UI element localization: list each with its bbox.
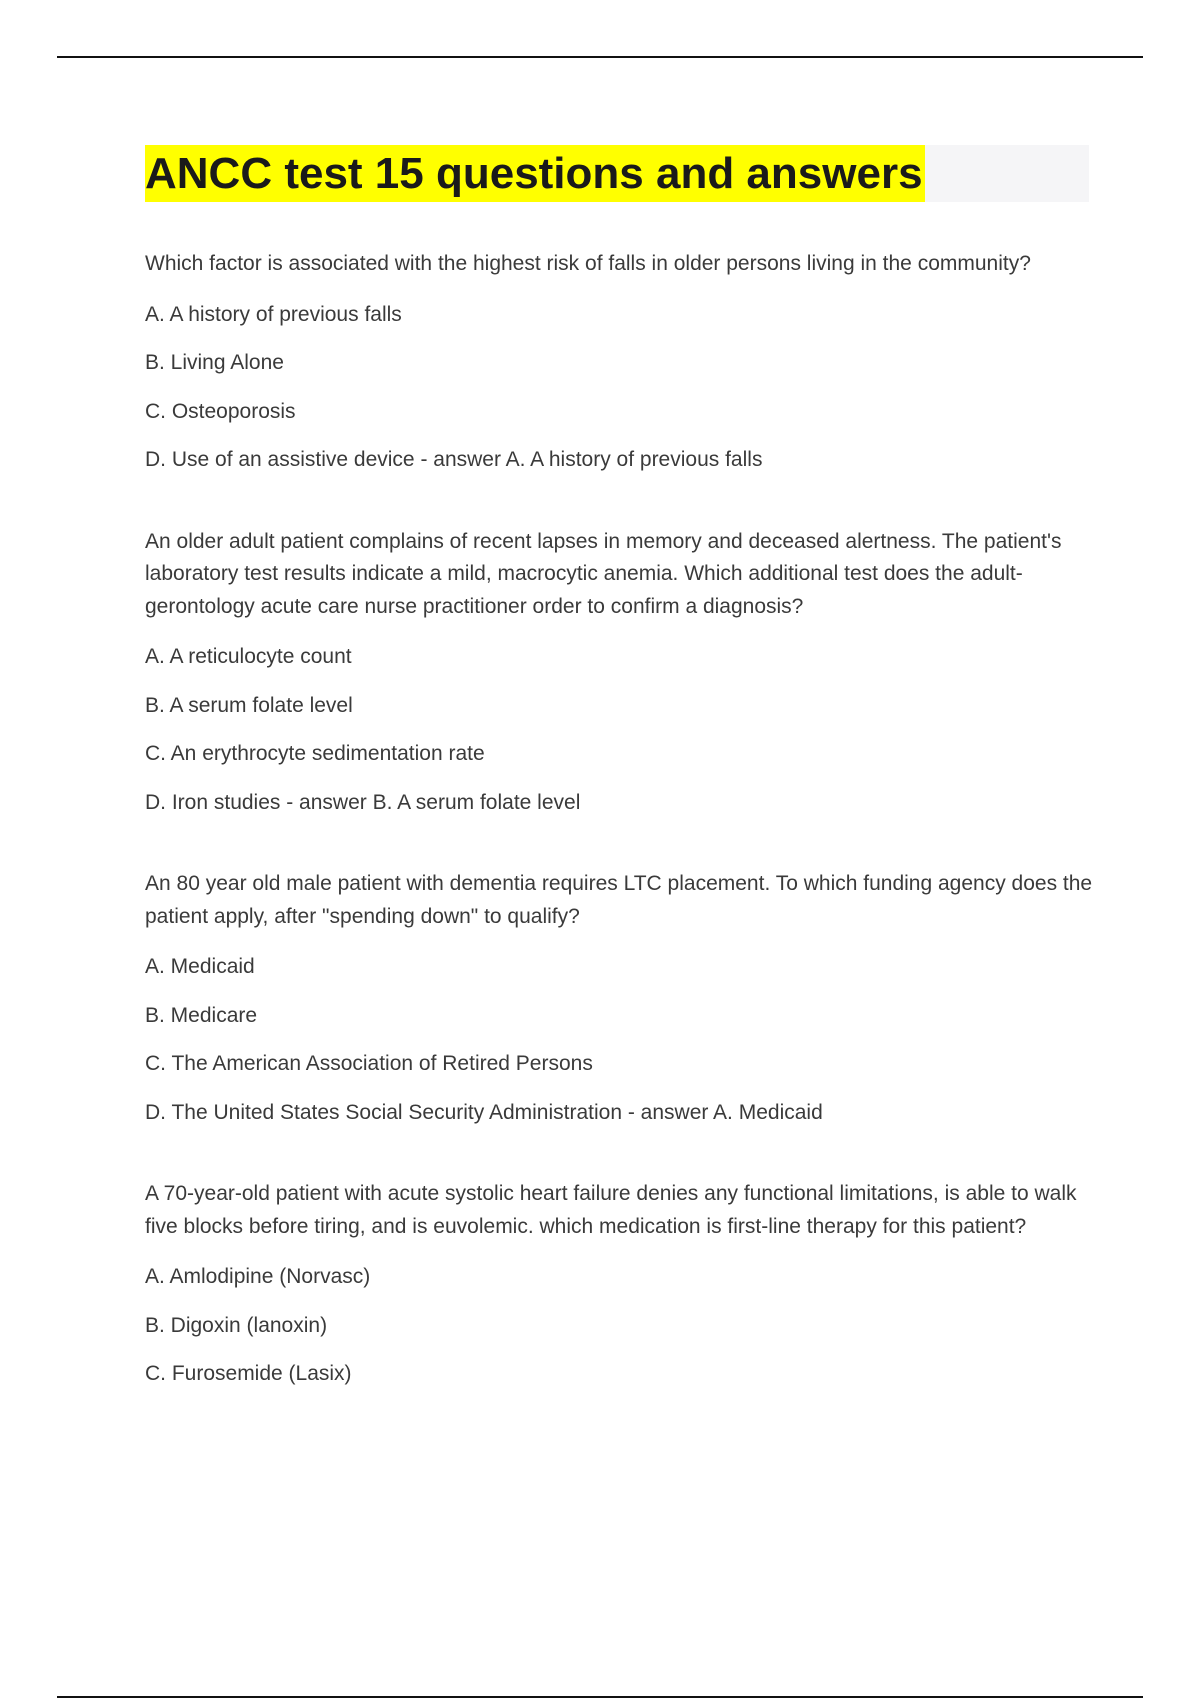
question-text: Which factor is associated with the highest risk of falls in older persons living in the community?: [145, 252, 1031, 275]
question-list: [145, 248, 1105, 1440]
question-block-1: [145, 248, 1105, 485]
document-title: ANCC test 15 questions and answers: [145, 145, 925, 202]
answer-option: C. An erythrocyte sedimentation rate: [145, 742, 485, 765]
answer-option: B. Medicare: [145, 1003, 258, 1027]
question-text: An 80 year old male patient with dementia requires LTC placement. To which funding agency does the patient apply, after "spending down" to qualify?: [145, 872, 1093, 928]
question-block-3: [145, 868, 1105, 1137]
question-text: A 70-year-old patient with acute systolic heart failure denies any functional limitations, is able to walk five blocks before tiring, and is euvolemic. which medication is first-line therapy for this patient?: [145, 1182, 1077, 1238]
answer-option: A. Amlodipine (Norvasc): [145, 1265, 371, 1288]
answer-option: D. Use of an assistive device - answer A. A history of previous falls: [145, 448, 763, 471]
title-banner: [145, 145, 1089, 202]
bottom-rule: [57, 1696, 1143, 1698]
top-rule: [57, 56, 1143, 58]
answer-option: A. Medicaid: [145, 955, 255, 978]
question-block-2: [145, 526, 1105, 828]
answer-option: D. Iron studies - answer B. A serum folate level: [145, 790, 581, 814]
answer-option: B. Digoxin (lanoxin): [145, 1313, 328, 1337]
answer-option: C. Furosemide (Lasix): [145, 1362, 352, 1385]
answer-option: D. The United States Social Security Administration - answer A. Medicaid: [145, 1100, 823, 1124]
answer-option: C. Osteoporosis: [145, 399, 296, 423]
answer-option: A. A reticulocyte count: [145, 645, 352, 668]
question-block-4: [145, 1178, 1105, 1399]
question-text: An older adult patient complains of recent lapses in memory and deceased alertness. The patient's laboratory test results indicate a mild, macrocytic anemia. Which additional test does the adult-gerontology acute care nurse practitioner order to confirm a diagnosis?: [145, 529, 1062, 618]
answer-option: C. The American Association of Retired Persons: [145, 1052, 593, 1075]
answer-option: B. A serum folate level: [145, 693, 353, 717]
answer-option: A. A history of previous falls: [145, 302, 402, 326]
answer-option: B. Living Alone: [145, 351, 284, 374]
